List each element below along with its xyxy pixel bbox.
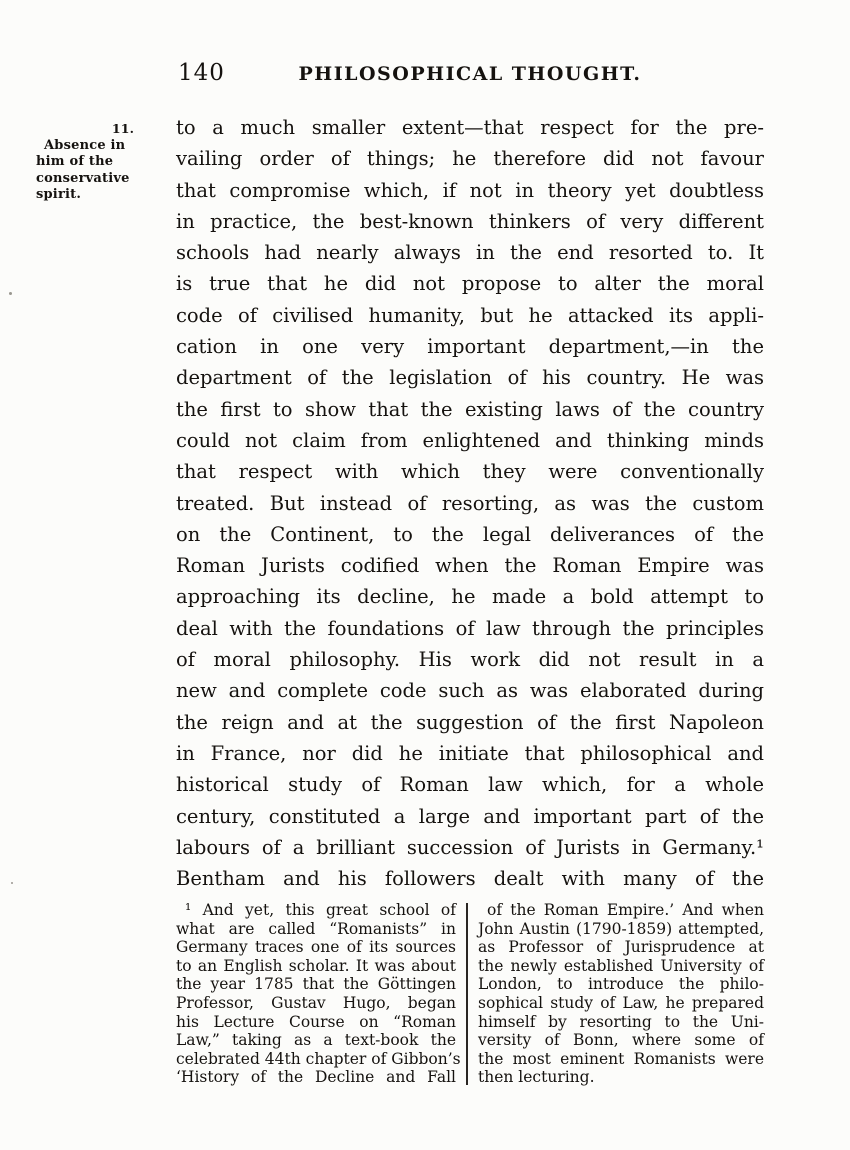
text-line: code of civilised humanity, but he attacked its appli-: [176, 303, 764, 327]
page-number: 140: [178, 60, 225, 86]
margin-note: [36, 121, 174, 204]
text-line: schools had nearly always in the end resorted to. It: [176, 241, 764, 265]
text-line: the first to show that the existing laws of the country: [176, 397, 764, 421]
footnote-right-column: [478, 901, 764, 1087]
text-line: celebrated 44th chapter of Gibbon’s: [176, 1049, 461, 1068]
text-line: of the Roman Empire.’ And when: [487, 901, 764, 919]
text-line: deal with the foundations of law through the principles: [176, 616, 764, 640]
margin-note-number: 11.: [111, 121, 135, 136]
text-line: himself by resorting to the Uni-: [478, 1012, 764, 1031]
text-line: ¹ And yet, this great school of: [185, 901, 456, 919]
text-line: then lecturing.: [478, 1068, 595, 1087]
text-line: versity of Bonn, where some of: [478, 1031, 764, 1050]
text-line: in France, nor did he initiate that philosophical and: [176, 741, 764, 765]
text-line: cation in one very important department,—in the: [176, 335, 764, 359]
text-line: conservative: [36, 170, 130, 186]
text-line: Germany traces one of its sources: [176, 938, 456, 957]
text-line: John Austin (1790-1859) attempted,: [478, 919, 764, 938]
text-line: that respect with which they were conventionally: [176, 460, 764, 484]
text-line: Law,” taking as a text-book the: [176, 1031, 456, 1050]
text-line: Bentham and his followers dealt with many of the: [176, 867, 764, 891]
text-line: on the Continent, to the legal deliverances of the: [176, 522, 764, 546]
text-line: to an English scholar. It was about: [176, 956, 456, 975]
text-line: him of the: [36, 154, 114, 169]
scan-speck: [11, 882, 13, 884]
text-line: what are called “Romanists” in: [176, 919, 456, 938]
text-line: that compromise which, if not in theory yet doubtless: [176, 178, 764, 202]
text-line: London, to introduce the philo-: [478, 975, 764, 994]
text-line: century, constituted a large and important part of the: [176, 804, 764, 828]
text-line: the year 1785 that the Göttingen: [176, 975, 456, 994]
footnote-left-column: [176, 901, 461, 1087]
text-line: labours of a brilliant succession of Jurists in Germany.¹: [176, 835, 764, 859]
scan-speck: [9, 292, 12, 295]
page-header: [176, 60, 764, 90]
text-line: new and complete code such as was elaborated during: [176, 679, 764, 703]
text-line: historical study of Roman law which, for a whole: [176, 773, 764, 797]
text-line: could not claim from enlightened and thinking minds: [176, 428, 764, 452]
text-line: as Professor of Jurisprudence at: [478, 938, 764, 957]
text-line: ‘History of the Decline and Fall: [176, 1068, 456, 1087]
text-line: sophical study of Law, he prepared: [478, 993, 764, 1012]
text-line: his Lecture Course on “Roman: [176, 1012, 456, 1031]
text-line: the reign and at the suggestion of the first Napoleon: [176, 710, 764, 734]
footnote-column-divider: [466, 903, 468, 1085]
text-line: to a much smaller extent—that respect for the pre-: [176, 116, 764, 139]
running-title: PHILOSOPHICAL THOUGHT.: [298, 63, 642, 85]
text-line: Professor, Gustav Hugo, began: [176, 993, 456, 1012]
text-line: in practice, the best-known thinkers of very different: [176, 209, 764, 233]
margin-note-text: [36, 138, 174, 204]
text-line: Roman Jurists codified when the Roman Empire was: [176, 554, 764, 578]
text-line: spirit.: [36, 187, 82, 202]
text-line: is true that he did not propose to alter the moral: [176, 272, 764, 296]
text-line: the most eminent Romanists were: [478, 1049, 764, 1068]
text-line: of moral philosophy. His work did not result in a: [176, 648, 764, 672]
text-line: Absence in: [44, 137, 126, 153]
text-line: vailing order of things; he therefore did not favour: [176, 147, 764, 171]
main-paragraph: [176, 112, 764, 894]
text-line: department of the legislation of his country. He was: [176, 366, 764, 390]
text-line: the newly established University of: [478, 956, 764, 975]
text-line: approaching its decline, he made a bold attempt to: [176, 585, 764, 609]
text-line: treated. But instead of resorting, as was the custom: [176, 491, 764, 515]
